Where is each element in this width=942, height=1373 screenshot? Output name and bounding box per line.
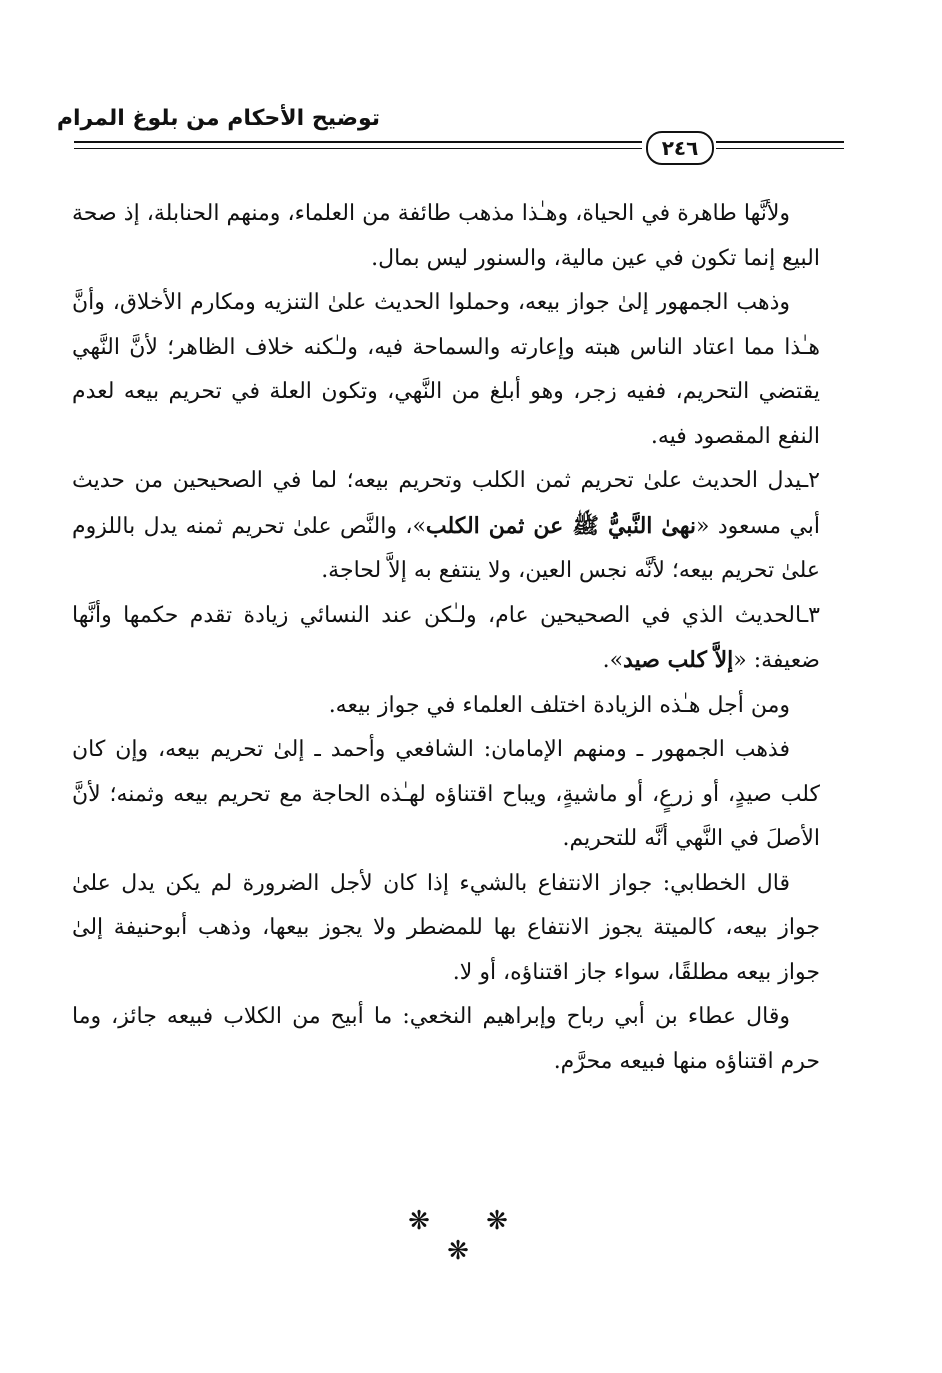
item-number: ٣ـ — [801, 602, 820, 628]
header-rule-bottom-right — [716, 148, 844, 149]
numbered-item-2 — [72, 459, 820, 594]
paragraph: ولأنَّها طاهرة في الحياة، وهـٰذا مذهب طائفة من العلماء، ومنهم الحنابلة، إذ صحة البيع إنما تكون في عين مالية، والسنور ليس بمال. — [72, 201, 820, 271]
item-text: »، والنَّص علىٰ تحريم ثمنه يدل باللزوم علىٰ تحريم بيعه؛ لأنَّه نجس العين، ولا ينتفع به إلاَّ لحاجة. — [72, 513, 820, 583]
paragraph: وقال عطاء بن أبي رباح وإبراهيم النخعي: ما أبيح من الكلاب فبيعه جائز، وما حرم اقتناؤه منها فبيعه محرَّم. — [72, 1004, 820, 1074]
hadith-quote: إلاَّ كلب صيد — [623, 647, 734, 673]
paragraph: ومن أجل هـٰذه الزيادة اختلف العلماء في جواز بيعه. — [328, 692, 790, 718]
main-text — [72, 192, 820, 1084]
header-rule-bottom-left — [74, 148, 642, 149]
page-number: ٢٤٦ — [646, 131, 714, 165]
item-text: يدل الحديث علىٰ تحريم ثمن الكلب وتحريم بيعه؛ لما في الصحيحين من حديث أبي مسعود « — [72, 468, 820, 539]
header-rule-top-right — [716, 141, 844, 143]
numbered-item-3 — [72, 594, 820, 684]
item-text: الحديث الذي في الصحيحين عام، ولـٰكن عند النسائي زيادة تقدم حكمها وأنَّها ضعيفة: « — [72, 602, 820, 673]
paragraph: قال الخطابي: جواز الانتفاع بالشيء إذا كان لأجل الضرورة لم يكن يدل علىٰ جواز بيعه، كالميتة يجوز الانتفاع بها للمضطر ولا يجوز بيعها، وذهب أبوحنيفة إلىٰ جواز بيعه مطلقًا، سواء جاز اقتناؤه، أو لا. — [72, 870, 820, 985]
hadith-quote: نهىٰ النَّبيُّ ﷺ عن ثمن الكلب — [425, 512, 697, 539]
section-separator: ❋ ❋ ❋ — [408, 1206, 532, 1266]
paragraph: فذهب الجمهور ـ ومنهم الإمامان: الشافعي وأحمد ـ إلىٰ تحريم بيعه، وإن كان كلب صيدٍ، أو زرعٍ، أو ماشيةٍ، ويباح اقتناؤه لهـٰذه الحاجة مع تحريم بيعه وثمنه؛ لأنَّ الأصلَ في النَّهي أنَّه للتحريم. — [72, 737, 820, 851]
paragraph: وذهب الجمهور إلىٰ جواز بيعه، وحملوا الحديث علىٰ التنزيه ومكارم الأخلاق، وأنَّ هـٰذا مما اعتاد الناس هبته وإعارته والسماحة فيه، ولـٰكنه خلاف الظاهر؛ لأنَّ النَّهي يقتضي التحريم، ففيه زجر، وهو أبلغ من النَّهي، وتكون العلة في تحريم بيعه لعدم النفع المقصود فيه. — [72, 290, 820, 449]
book-title: توضيح الأحكام من بلوغ المرام — [56, 106, 380, 131]
item-text: ». — [602, 648, 624, 673]
item-number: ٢ـ — [801, 468, 820, 493]
header-rule-top-left — [74, 141, 642, 143]
